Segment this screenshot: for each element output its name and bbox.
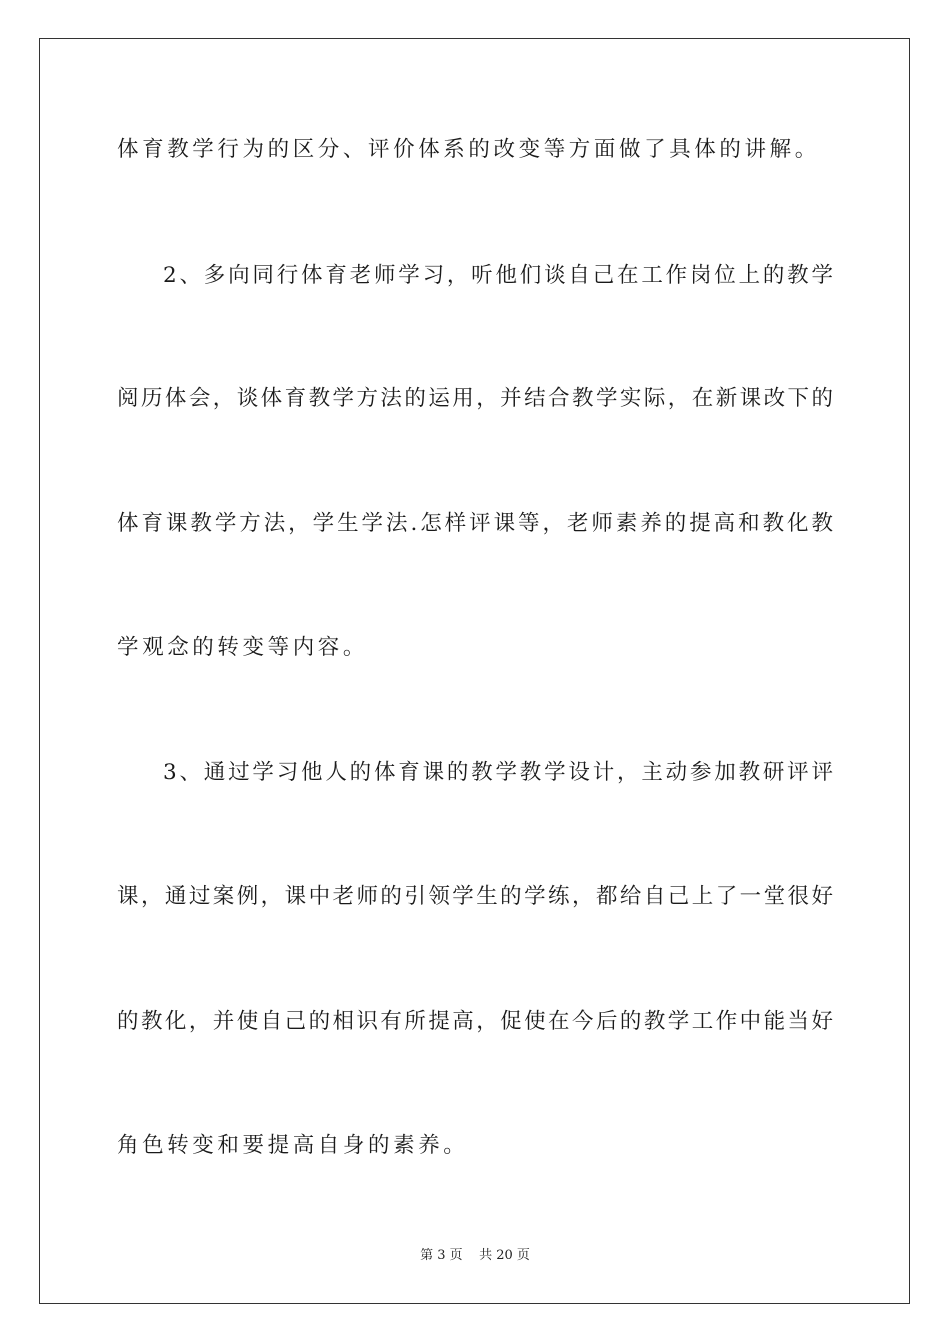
page-number-footer: 第 3 页 共 20 页: [420, 1248, 530, 1263]
paragraph-line: 学观念的转变等内容。: [117, 635, 369, 660]
paragraph-line: 体育课教学方法，学生学法.怎样评课等，老师素养的提高和教化教: [117, 511, 833, 536]
paragraph-line: 体育教学行为的区分、评价体系的改变等方面做了具体的讲解。: [117, 137, 820, 162]
paragraph-line: 角色转变和要提高自身的素养。: [117, 1133, 469, 1158]
paragraph-line: 课，通过案例，课中老师的引领学生的学练，都给自己上了一堂很好: [117, 884, 833, 909]
paragraph-line: 的教化，并使自己的相识有所提高，促使在今后的教学工作中能当好: [117, 1009, 833, 1034]
paragraph-line: 2、多向同行体育老师学习，听他们谈自己在工作岗位上的教学: [163, 263, 833, 288]
paragraph-line: 阅历体会，谈体育教学方法的运用，并结合教学实际，在新课改下的: [117, 386, 833, 411]
page-border: [39, 38, 910, 1304]
paragraph-line: 3、通过学习他人的体育课的教学教学设计，主动参加教研评评: [163, 760, 833, 785]
